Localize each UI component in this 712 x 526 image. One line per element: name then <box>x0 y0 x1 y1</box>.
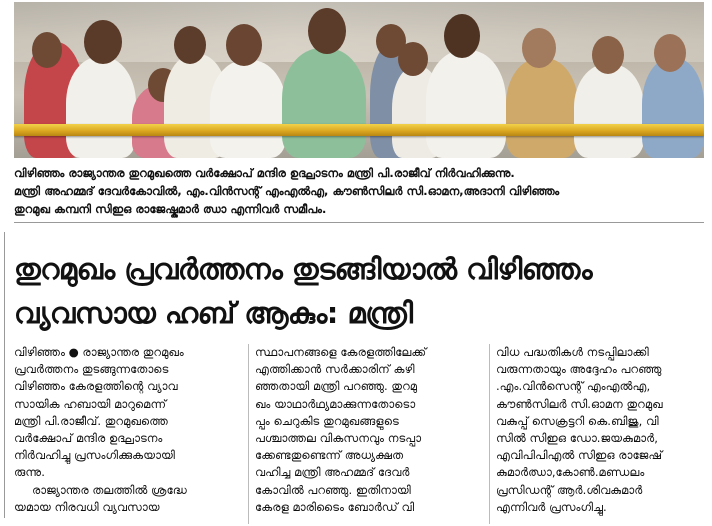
photo-person <box>506 58 578 158</box>
body-line: വർക്ഷോപ് മന്ദിര ഉദ്ഘാടനം <box>14 431 163 446</box>
photo-person <box>66 57 136 158</box>
article-body <box>14 344 706 524</box>
photo-person <box>210 60 286 158</box>
body-line: യമായ നിരവധി വ്യവസായ <box>14 499 160 514</box>
body-line: വഹിച്ച മന്ത്രി അഹമ്മദ് ദേവർ <box>255 465 410 480</box>
photo-head <box>32 32 62 68</box>
photo-caption <box>14 164 704 218</box>
article-headline <box>14 247 704 335</box>
body-line: .എം.വിൻസെന്റ് എംഎൽഎ, <box>496 379 651 394</box>
left-margin-rule <box>4 232 5 518</box>
body-line: രുന്നു. <box>14 465 45 480</box>
photo-head <box>398 42 428 76</box>
article-column-1 <box>14 344 242 516</box>
body-line: രാജ്യാന്തര തലത്തിൽ ശ്രദ്ധേ <box>32 482 187 497</box>
caption-line: മന്ത്രി അഹമ്മദ് ദേവർകോവിൽ, എം.വിൻസന്റ് എംഎൽഎ, കൗൺസിലർ സി.ഓമന,അദാനി വിഴിഞ്ഞം <box>14 184 560 198</box>
column-divider <box>489 344 490 524</box>
body-line: പ്രസിഡന്റ് ആർ.ശിവകുമാർ <box>496 482 643 497</box>
article-column-2 <box>255 344 483 516</box>
body-line: കോവിൽ പറഞ്ഞു. ഇതിനായി <box>255 482 411 497</box>
photo-head <box>226 24 262 66</box>
body-line: വരുന്നതായും അദ്ദേഹം പറഞ്ഞു <box>496 362 662 377</box>
inauguration-ribbon <box>14 124 704 136</box>
body-line: പ്പം ചെറുകിട തുറമുഖങ്ങളുടെ <box>255 413 399 428</box>
photo-person <box>426 50 506 158</box>
body-line: ക്കേണ്ടതുണ്ടെന്ന് അധ്യക്ഷത <box>255 448 404 463</box>
article-column-3 <box>496 344 712 516</box>
photo-head <box>308 8 346 54</box>
photo-person <box>574 64 644 158</box>
body-line: എന്നിവർ പ്രസംഗിച്ചു. <box>496 499 607 514</box>
column-divider <box>248 344 249 524</box>
body-line: നിർവഹിച്ചു പ്രസംഗിക്കുകയായി <box>14 448 175 463</box>
photo-head <box>444 14 480 58</box>
caption-line: തുറമുഖ കമ്പനി സിഇഒ രാജേഷ്കുമാർ ഝാ എന്നിവർ സമീപം. <box>14 202 327 216</box>
news-photo <box>14 2 704 158</box>
body-line: സായിക ഹബായി മാറുമെന്ന് <box>14 396 167 411</box>
photo-head <box>522 28 556 68</box>
headline-line-1: തുറമുഖം പ്രവർത്തനം തുടങ്ങിയാൽ വിഴിഞ്ഞം <box>14 252 593 286</box>
photo-head <box>592 36 624 74</box>
photo-head <box>174 26 206 64</box>
body-line: ഞ്ഞതായി മന്ത്രി പറഞ്ഞു. തുറമു <box>255 379 418 394</box>
body-line: വിഴിഞ്ഞം കേരളത്തിന്റെ വ്യാവ <box>14 379 178 394</box>
body-line: വിധ പദ്ധതികൾ നടപ്പിലാക്കി <box>496 345 649 359</box>
body-line: സ്ഥാപനങ്ങളെ കേരളത്തിലേക്ക് <box>255 345 427 359</box>
photo-person <box>642 58 704 158</box>
photo-person <box>282 48 366 158</box>
body-line: പശ്ചാത്തല വികസനവും നടപ്പാ <box>255 431 422 446</box>
body-line: എവിപിപിഎൽ സിഇഒ രാജേഷ് <box>496 448 663 463</box>
headline-line-2: വ്യവസായ ഹബ് ആകും: മന്ത്രി <box>14 296 413 330</box>
body-line: വകുപ്പ് സെക്രട്ടറി കെ.ബിജു, വി <box>496 413 659 428</box>
body-line: സിൽ സിഇഒ ഡോ.ജയകുമാർ, <box>496 431 658 446</box>
photo-head <box>84 20 122 64</box>
body-line: കൗൺസിലർ സി.ഓമന തുറമുഖ <box>496 396 663 411</box>
caption-line: വിഴിഞ്ഞം രാജ്യാന്തര തുറമുഖത്തെ വർക്ഷോപ് മന്ദിര ഉദ്ഘാടനം മന്ത്രി പി.രാജീവ് നിർവഹിക്കുന്നു. <box>14 166 515 180</box>
body-line: എത്തിക്കാൻ സർക്കാരിന് കഴി <box>255 362 415 377</box>
body-line: വിഴിഞ്ഞം ● രാജ്യാന്തര തുറമുഖം <box>14 345 184 359</box>
body-line: കുമാർഝാ,കോൺ.മണ്ഡലം <box>496 465 645 480</box>
body-line: പ്രവർത്തനം തുടങ്ങുന്നതോടെ <box>14 362 169 377</box>
body-line: ഖം യാഥാർഥ്യമാക്കുന്നതോടൊ <box>255 396 416 411</box>
caption-divider <box>14 222 704 223</box>
body-line: മന്ത്രി പി.രാജീവ്. തുറമുഖത്തെ <box>14 413 168 428</box>
body-line: കേരള മാരിടൈം ബോർഡ് വി <box>255 499 415 514</box>
photo-head <box>654 34 686 72</box>
